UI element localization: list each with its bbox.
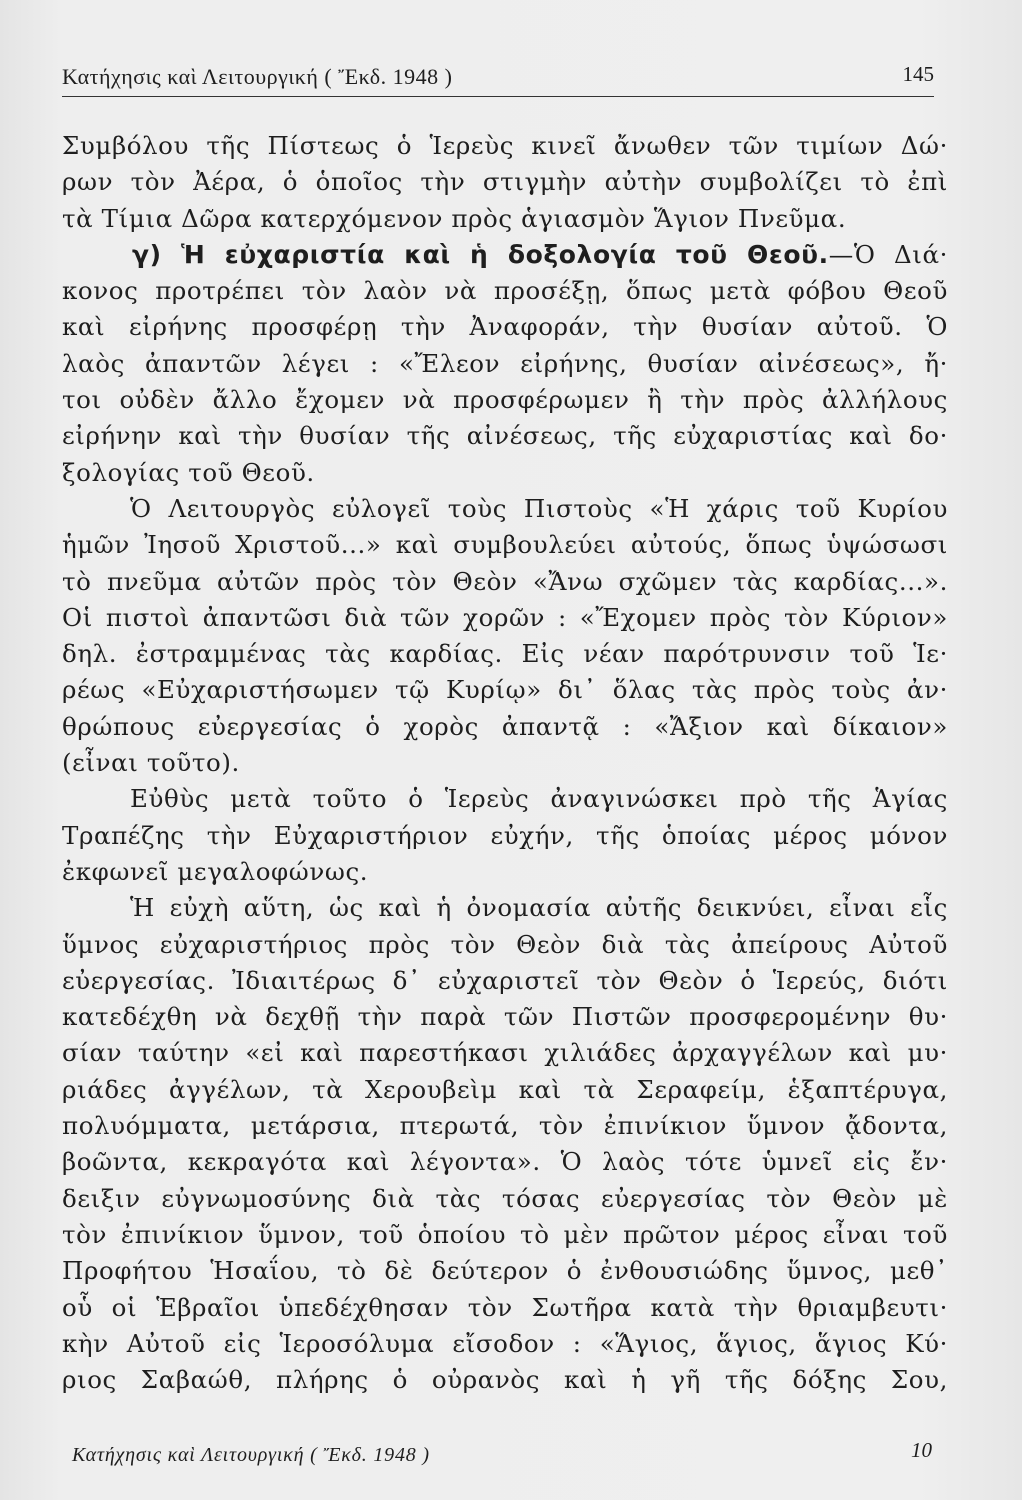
text-line: —Ὁ Διά· — [828, 239, 948, 269]
text-line: Ὁ Λειτουργὸς εὐλογεῖ τοὺς Πιστοὺς «Ἡ χάρις τοῦ Κυρίου — [130, 493, 948, 523]
text-line: Προφήτου Ἡσαΐου, τὸ δὲ δεύτερον ὁ ἐνθουσιώδης ὕμνος, μεθ᾽ — [62, 1256, 948, 1286]
text-line: ὕμνος εὐχαριστήριος πρὸς τὸν Θεὸν διὰ τὰς ἀπείρους Αὐτοῦ — [62, 929, 948, 959]
running-header — [62, 62, 934, 97]
text-line: θρώπους εὐεργεσίας ὁ χορὸς ἀπαντᾷ : «Ἄξιον καὶ δίκαιον» — [62, 711, 948, 741]
text-line: βοῶντα, κεκραγότα καὶ λέγοντα». Ὁ λαὸς τότε ὑμνεῖ εἰς ἔν· — [62, 1147, 948, 1177]
text-line: ξολογίας τοῦ Θεοῦ. — [62, 457, 315, 487]
text-line: ἐκφωνεῖ μεγαλοφώνως. — [62, 856, 369, 886]
text-line: κὴν Αὐτοῦ εἰς Ἱεροσόλυμα εἴσοδον : «Ἅγιος, ἅγιος, ἅγιος Κύ· — [62, 1328, 948, 1358]
text-line: τὰ Τίμια Δῶρα κατερχόμενον πρὸς ἁγιασμὸν Ἅγιον Πνεῦμα. — [62, 203, 847, 233]
text-line: πολυόμματα, μετάρσια, πτερωτά, τὸν ἐπινίκιον ὕμνον ᾄδοντα, — [62, 1111, 948, 1141]
text-line: δειξιν εὐγνωμοσύνης διὰ τὰς τόσας εὐεργεσίας τὸν Θεὸν μὲ — [62, 1183, 948, 1213]
text-line: λαὸς ἀπαντῶν λέγει : «Ἔλεον εἰρήνης, θυσίαν αἰνέσεως», ἤ· — [62, 348, 948, 378]
running-header-title: Κατήχησις καὶ Λειτουργική ( Ἔκδ. 1948 ) — [62, 64, 453, 89]
text-line: (εἶναι τοῦτο). — [62, 748, 240, 778]
text-line: κατεδέχθη νὰ δεχθῇ τὴν παρὰ τῶν Πιστῶν προσφερομένην θυ· — [62, 1002, 948, 1032]
page-number: 145 — [902, 62, 934, 86]
text-line: τοι οὐδὲν ἄλλο ἔχομεν νὰ προσφέρωμεν ἢ τὴν πρὸς ἀλλήλους — [62, 385, 948, 415]
section-heading: γ) Ἡ εὐχαριστία καὶ ἡ δοξολογία τοῦ Θεοῦ. — [132, 239, 829, 269]
text-line: ρέως «Εὐχαριστήσωμεν τῷ Κυρίῳ» δι᾽ ὅλας τὰς πρὸς τοὺς ἀν· — [62, 675, 948, 705]
text-line: ριος Σαβαώθ, πλήρης ὁ οὐρανὸς καὶ ἡ γῆ τῆς δόξης Σου, — [62, 1365, 948, 1395]
text-line: εὐεργεσίας. Ἰδιαιτέρως δ᾽ εὐχαριστεῖ τὸν Θεὸν ὁ Ἱερεύς, διότι — [62, 965, 948, 995]
text-line: τὸν ἐπινίκιον ὕμνον, τοῦ ὁποίου τὸ μὲν πρῶτον μέρος εἶναι τοῦ — [62, 1219, 948, 1249]
body-text — [62, 128, 948, 1398]
text-line: κονος προτρέπει τὸν λαὸν νὰ προσέξῃ, ὅπως μετὰ φόβου Θεοῦ — [62, 276, 948, 306]
text-line: Ἡ εὐχὴ αὕτη, ὡς καὶ ἡ ὀνομασία αὐτῆς δεικνύει, εἶναι εἷς — [130, 893, 948, 923]
text-line: ἡμῶν Ἰησοῦ Χριστοῦ...» καὶ συμβουλεύει αὐτούς, ὅπως ὑψώσωσι — [62, 530, 948, 560]
text-line: σίαν ταύτην «εἰ καὶ παρεστήκασι χιλιάδες ἀρχαγγέλων καὶ μυ· — [62, 1038, 948, 1068]
text-line: οὗ οἱ Ἑβραῖοι ὑπεδέχθησαν τὸν Σωτῆρα κατὰ τὴν θριαμβευτι· — [62, 1292, 948, 1322]
footer-title: Κατήχησις καὶ Λειτουργική ( Ἔκδ. 1948 ) — [72, 1444, 430, 1466]
text-line: Οἱ πιστοὶ ἀπαντῶσι διὰ τῶν χορῶν : «Ἔχομεν πρὸς τὸν Κύριον» — [62, 602, 948, 632]
section-heading-line — [62, 237, 948, 273]
text-line: ρων τὸν Ἀέρα, ὁ ὁποῖος τὴν στιγμὴν αὐτὴν συμβολίζει τὸ ἐπὶ — [62, 167, 948, 197]
text-line: Εὐθὺς μετὰ τοῦτο ὁ Ἱερεὺς ἀναγινώσκει πρὸ τῆς Ἁγίας — [130, 784, 948, 814]
text-line: ριάδες ἀγγέλων, τὰ Χερουβεὶμ καὶ τὰ Σεραφείμ, ἑξαπτέρυγα, — [62, 1074, 948, 1104]
text-line: Συμβόλου τῆς Πίστεως ὁ Ἱερεὺς κινεῖ ἄνωθεν τῶν τιμίων Δώ· — [62, 131, 948, 160]
text-line: τὸ πνεῦμα αὐτῶν πρὸς τὸν Θεὸν «Ἄνω σχῶμεν τὰς καρδίας...». — [62, 566, 948, 596]
text-line: καὶ εἰρήνης προσφέρῃ τὴν Ἀναφοράν, τὴν θυσίαν αὐτοῦ. Ὁ — [62, 312, 948, 342]
text-line: δηλ. ἐστραμμένας τὰς καρδίας. Εἰς νέαν παρότρυνσιν τοῦ Ἱε· — [62, 639, 948, 669]
signature-mark: 10 — [911, 1438, 932, 1462]
text-line: εἰρήνην καὶ τὴν θυσίαν τῆς αἰνέσεως, τῆς εὐχαριστίας καὶ δο· — [62, 421, 948, 451]
text-line: Τραπέζης τὴν Εὐχαριστήριον εὐχήν, τῆς ὁποίας μέρος μόνον — [62, 820, 948, 850]
page-footer — [72, 1438, 932, 1474]
